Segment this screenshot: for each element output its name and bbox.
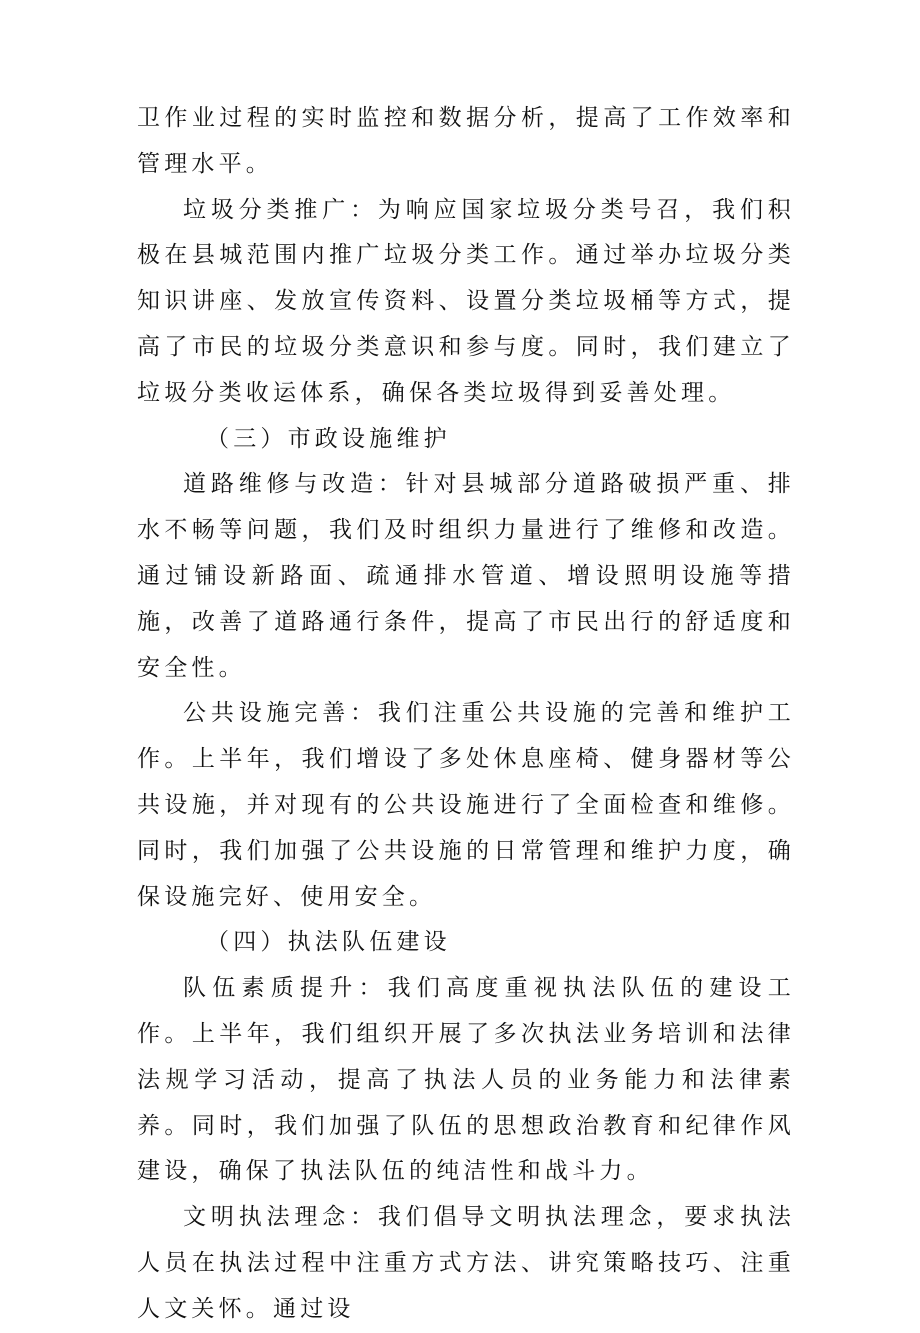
paragraph-continuation: 卫作业过程的实时监控和数据分析，提高了工作效率和管理水平。 — [137, 105, 795, 177]
paragraph-civilized-enforcement: 文明执法理念：我们倡导文明执法理念，要求执法人员在执法过程中注重方式方法、讲究策略技巧、注重人文关怀。通过设 — [137, 1204, 795, 1322]
paragraph-team-quality: 队伍素质提升：我们高度重视执法队伍的建设工作。上半年，我们组织开展了多次执法业务培训和法律法规学习活动，提高了执法人员的业务能力和法律素养。同时，我们加强了队伍的思想政治教育和纪律作风建设，确保了执法队伍的纯洁性和战斗力。 — [137, 975, 795, 1185]
section-heading-municipal-facilities: （三）市政设施维护 — [206, 425, 451, 452]
paragraph-garbage-sorting: 垃圾分类推广：为响应国家垃圾分类号召，我们积极在县城范围内推广垃圾分类工作。通过举办垃圾分类知识讲座、发放宣传资料、设置分类垃圾桶等方式，提高了市民的垃圾分类意识和参与度。同时，我们建立了垃圾分类收运体系，确保各类垃圾得到妥善处理。 — [137, 196, 795, 406]
section-heading-law-enforcement-team: （四）执法队伍建设 — [206, 929, 451, 956]
paragraph-road-repair: 道路维修与改造：针对县城部分道路破损严重、排水不畅等问题，我们及时组织力量进行了维修和改造。通过铺设新路面、疏通排水管道、增设照明设施等措施，改善了道路通行条件，提高了市民出行的舒适度和安全性。 — [137, 471, 795, 681]
document-body — [137, 96, 795, 1333]
paragraph-public-facilities: 公共设施完善：我们注重公共设施的完善和维护工作。上半年，我们增设了多处休息座椅、健身器材等公共设施，并对现有的公共设施进行了全面检查和维修。同时，我们加强了公共设施的日常管理和维护力度，确保设施完好、使用安全。 — [137, 700, 795, 910]
